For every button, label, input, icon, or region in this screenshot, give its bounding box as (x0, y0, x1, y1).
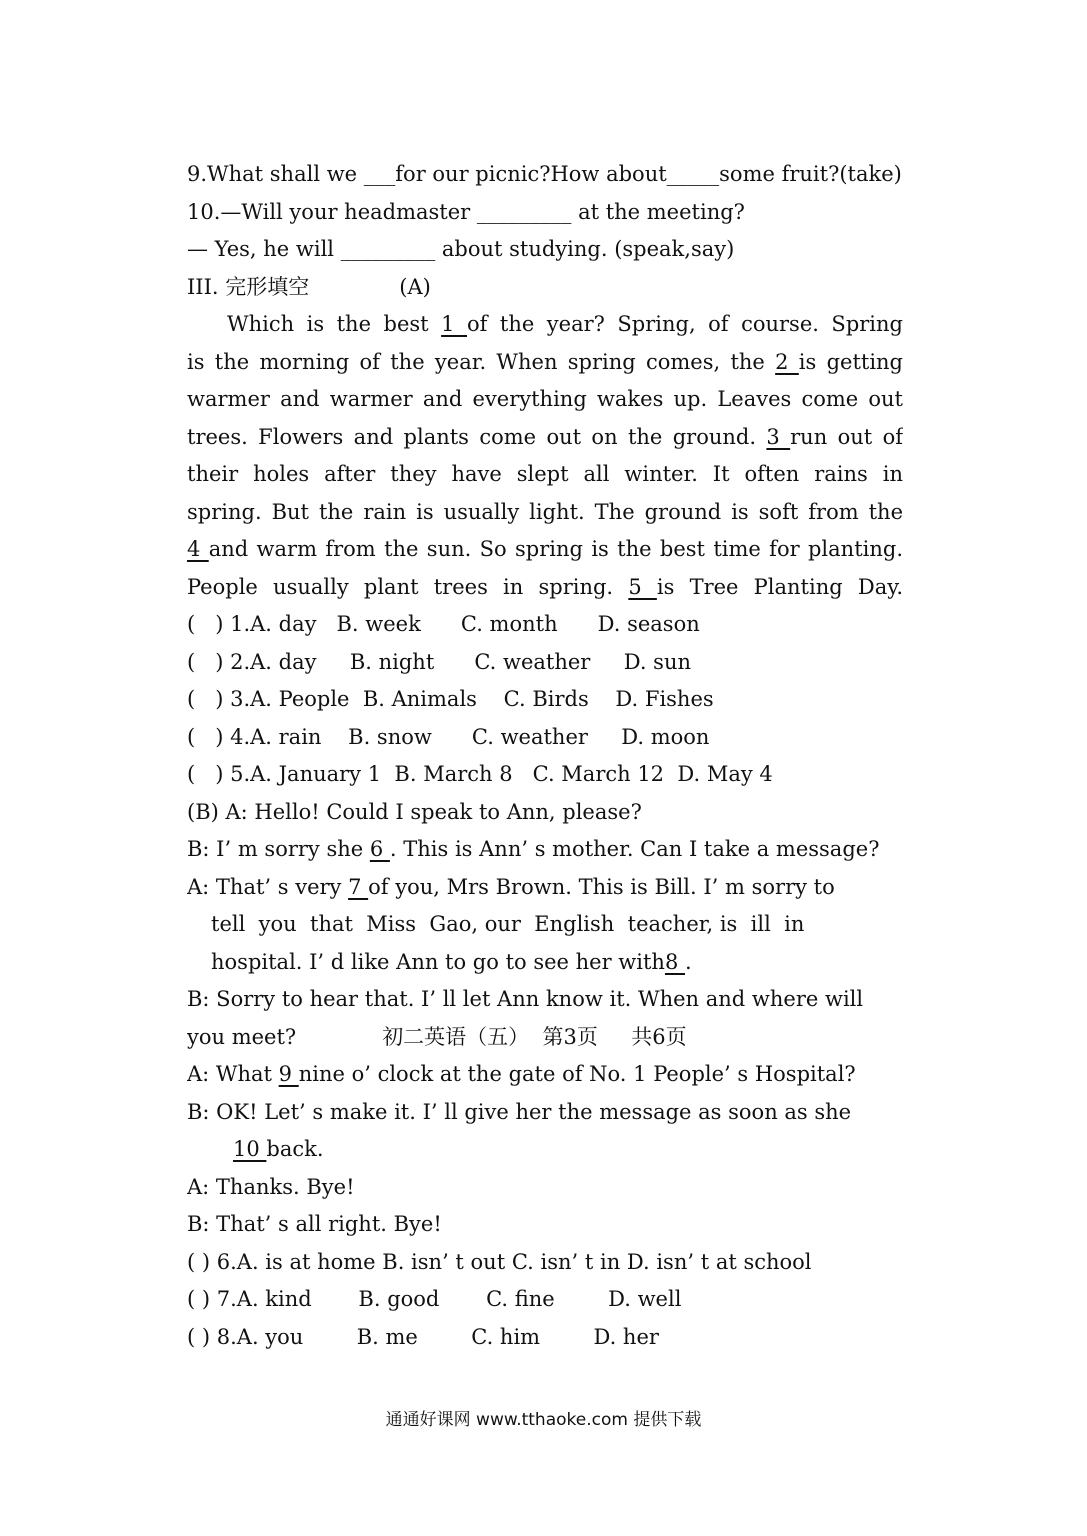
dialog-line: 10 back. (233, 1137, 324, 1161)
dialog-line: A: What 9 nine o’ clock at the gate of No. 1 People’ s Hospital? (187, 1062, 856, 1086)
section-heading (187, 269, 903, 307)
blank-6: 6 (369, 837, 390, 861)
option-row-8: ( ) 8.A. you B. me C. him D. her (187, 1324, 659, 1349)
blank-7: 7 (348, 874, 369, 899)
blank-9: 9 (278, 1062, 299, 1086)
option-row-2: ( ) 2.A. day B. night C. weather D. sun (187, 649, 691, 674)
passage-line: trees. Flowers and plants come out on the ground. 3 run out of (187, 424, 903, 449)
passage-line: 4 and warm from the sun. So spring is the best time for planting. (187, 537, 903, 561)
blank-5: 5 (628, 574, 657, 599)
question-9: 9.What shall we ___for our picnic?How about_____some fruit?(take) (187, 162, 902, 186)
dialog-line: you meet? 初二英语（五） 第3页 共6页 (187, 1024, 687, 1049)
section-title: III. 完形填空 (187, 274, 310, 299)
question-10: 10.—Will your headmaster _________ at the meeting? (187, 199, 745, 224)
option-row-7: ( ) 7.A. kind B. good C. fine D. well (187, 1287, 682, 1311)
page-number-label: 初二英语（五） 第3页 共6页 (382, 1024, 687, 1049)
question-10-answer: — Yes, he will _________ about studying. (speak,say) (187, 237, 735, 261)
option-row-3: ( ) 3.A. People B. Animals C. Birds D. Fishes (187, 687, 714, 711)
passage-line: is the morning of the year. When spring comes, the 2 is getting (187, 349, 903, 374)
blank-4: 4 (187, 537, 209, 561)
passage-line: spring. But the rain is usually light. The ground is soft from the (187, 499, 903, 524)
dialog-line: (B) A: Hello! Could I speak to Ann, please? (187, 799, 642, 824)
dialog-line: B: OK! Let’ s make it. I’ ll give her the message as soon as she (187, 1099, 852, 1124)
blank-8: 8 (664, 949, 685, 974)
dialog-line: A: Thanks. Bye! (187, 1174, 355, 1199)
dialog-line: tell you that Miss Gao, our English teacher, is ill in (211, 912, 805, 936)
dialog-line: hospital. I’ d like Ann to go to see her with8 . (211, 949, 692, 974)
option-row-6: ( ) 6.A. is at home B. isn’ t out C. isn’ t in D. isn’ t at school (187, 1249, 812, 1274)
passage-line: Which is the best 1 of the year? Spring, of course. Spring (227, 312, 903, 336)
passage-line: People usually plant trees in spring. 5 is Tree Planting Day. (187, 574, 903, 599)
passage-line: warmer and warmer and everything wakes up. Leaves come out (187, 387, 903, 411)
dialog-line: A: That’ s very 7 of you, Mrs Brown. This is Bill. I’ m sorry to (187, 874, 835, 899)
section-part-a: (A) (399, 274, 431, 299)
dialog-line: B: Sorry to hear that. I’ ll let Ann know it. When and where will (187, 987, 864, 1011)
option-row-5: ( ) 5.A. January 1 B. March 8 C. March 12 D. May 4 (187, 762, 773, 786)
blank-2: 2 (775, 349, 799, 374)
exam-content (187, 156, 903, 1356)
download-footer: 通通好课网 www.tthaoke.com 提供下载 (385, 1410, 702, 1430)
passage-line: their holes after they have slept all winter. It often rains in (187, 462, 903, 486)
blank-10: 10 (233, 1137, 267, 1161)
dialog-line: B: That’ s all right. Bye! (187, 1212, 442, 1236)
option-row-4: ( ) 4.A. rain B. snow C. weather D. moon (187, 724, 710, 749)
blank-3: 3 (766, 424, 791, 449)
option-row-1: ( ) 1.A. day B. week C. month D. season (187, 612, 700, 636)
blank-1: 1 (441, 312, 467, 336)
dialog-line: B: I’ m sorry she 6 . This is Ann’ s mother. Can I take a message? (187, 837, 880, 861)
